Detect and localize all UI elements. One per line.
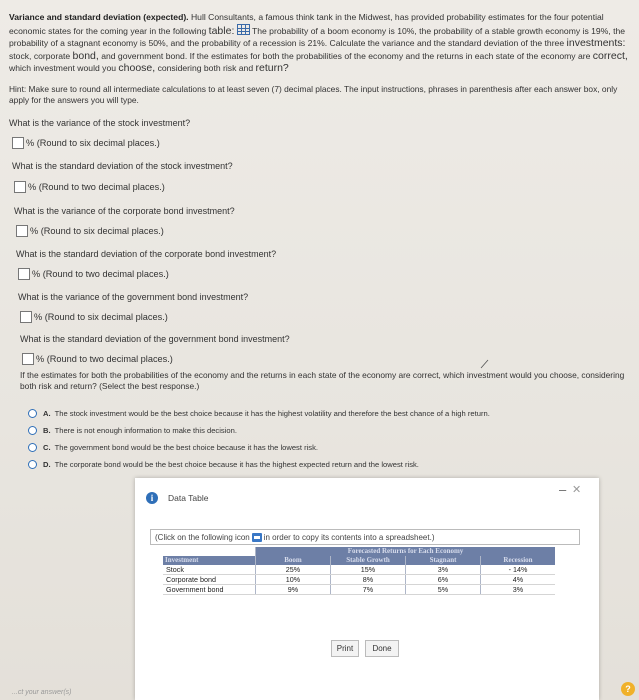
option-letter: D. [43, 460, 51, 469]
answer-input[interactable] [12, 137, 24, 149]
answer-instruction: % (Round to two decimal places.) [32, 269, 169, 279]
checkmark-icon [480, 359, 490, 369]
option-b[interactable] [28, 426, 237, 435]
col-recession: Recession [481, 556, 556, 565]
problem-statement [9, 11, 635, 75]
cell-stagnant: 6% [406, 575, 481, 585]
cell-recession: 4% [481, 575, 556, 585]
answer-instruction: % (Round to six decimal places.) [26, 138, 160, 148]
answer-input[interactable] [18, 268, 30, 280]
col-boom: Boom [256, 556, 331, 565]
option-c[interactable] [28, 443, 318, 452]
answer-input[interactable] [20, 311, 32, 323]
intro-choose-word: choose, [118, 62, 156, 75]
answer-instruction: % (Round to two decimal places.) [36, 354, 173, 364]
help-icon[interactable]: ? [621, 682, 635, 696]
cell-stable: 15% [331, 565, 406, 575]
answer-instruction: % (Round to six decimal places.) [34, 312, 168, 322]
table-row [163, 565, 555, 575]
answer-row [20, 311, 168, 323]
copy-to-spreadsheet-icon[interactable] [252, 533, 262, 542]
question-stock-variance: What is the variance of the stock investment? [9, 118, 191, 128]
table-row [163, 585, 555, 595]
question-corporate-bond-std-dev: What is the standard deviation of the corporate bond investment? [16, 249, 277, 259]
cell-recession: - 14% [481, 565, 556, 575]
answer-instruction: % (Round to two decimal places.) [28, 182, 165, 192]
intro-bond-word: bond, [72, 49, 99, 62]
answer-row [12, 137, 160, 149]
answer-input[interactable] [14, 181, 26, 193]
question-government-bond-std-dev: What is the standard deviation of the government bond investment? [20, 334, 290, 344]
option-text: There is not enough information to make this decision. [54, 426, 237, 435]
option-a[interactable] [28, 409, 490, 418]
dialog-title: Data Table [168, 493, 209, 503]
option-text: The corporate bond would be the best choice because it has the highest expected return and the lowest risk. [54, 460, 419, 469]
intro-text: stock, corporate [9, 50, 71, 61]
done-button[interactable]: Done [365, 640, 399, 657]
radio-icon[interactable] [28, 460, 37, 469]
cell-stable: 8% [331, 575, 406, 585]
answer-row [22, 353, 173, 365]
intro-table-word: table: [208, 24, 235, 37]
close-icon[interactable]: ✕ [572, 484, 582, 496]
returns-table [163, 547, 555, 595]
cell-stable: 7% [331, 585, 406, 595]
intro-investments-word: investments: [566, 37, 626, 50]
copy-text: (Click on the following icon [155, 532, 250, 542]
cell-boom: 9% [256, 585, 331, 595]
answer-row [16, 225, 164, 237]
option-letter: C. [43, 443, 51, 452]
answer-row [18, 268, 169, 280]
intro-text: Hull Consultants, a famous think tank in the Midwest, has provided probability estimates for the four potential economic states for the coming year in the following [9, 12, 604, 36]
col-stable-growth: Stable Growth [331, 556, 406, 565]
question-stock-std-dev: What is the standard deviation of the stock investment? [12, 161, 233, 171]
radio-icon[interactable] [28, 443, 37, 452]
option-letter: B. [43, 426, 51, 435]
option-letter: A. [43, 409, 51, 418]
final-question: If the estimates for both the probabilities of the economy and the returns in each state of the economy are correct, which investment would you choose, considering both risk and return? (Select the best response.) [20, 370, 625, 391]
data-table-dialog [135, 478, 599, 700]
option-text: The government bond would be the best choice because it has the lowest risk. [54, 443, 318, 452]
intro-text: The probability of a boom economy is 10%, the probability of a stable growth economy is 19%, the probability of a stagnant economy is 50%, and the probability of a recession is 21%. Calculate the variance and the standard deviation of the three [9, 25, 626, 49]
intro-correct-word: correct, [592, 49, 628, 62]
minimize-icon[interactable]: – [559, 482, 567, 497]
option-text: The stock investment would be the best choice because it has the highest volatility and therefore the best chance of a high return. [54, 409, 490, 418]
answer-input[interactable] [16, 225, 28, 237]
question-government-bond-variance: What is the variance of the government bond investment? [18, 292, 249, 302]
cell-stagnant: 3% [406, 565, 481, 575]
cell-boom: 10% [256, 575, 331, 585]
intro-text: which investment would you [9, 63, 116, 74]
radio-icon[interactable] [28, 409, 37, 418]
info-icon: i [146, 492, 158, 504]
data-table-icon[interactable] [237, 24, 250, 35]
cell-stagnant: 5% [406, 585, 481, 595]
cell-investment: Government bond [163, 585, 256, 595]
copy-text: in order to copy its contents into a spreadsheet.) [263, 532, 435, 542]
group-header: Forecasted Returns for Each Economy [256, 547, 556, 556]
problem-title: Variance and standard deviation (expected). [9, 12, 189, 22]
intro-text: and government bond. If the estimates for both the probabilities of the economy and the returns in each state of the economy are [101, 50, 591, 61]
option-d[interactable] [28, 460, 419, 469]
col-stagnant: Stagnant [406, 556, 481, 565]
intro-return-word: return? [255, 62, 289, 75]
answer-instruction: % (Round to six decimal places.) [30, 226, 164, 236]
footer-text: ...ct your answer(s) [12, 689, 72, 696]
hint-text: Hint: Make sure to round all intermediate calculations to at least seven (7) decimal places. The input instructions, phrases in parenthesis after each answer box, only apply for the answers you will type. [9, 84, 618, 105]
question-corporate-bond-variance: What is the variance of the corporate bond investment? [14, 206, 235, 216]
cell-investment: Stock [163, 565, 256, 575]
cell-recession: 3% [481, 585, 556, 595]
intro-text: considering both risk and [157, 63, 254, 74]
answer-row [14, 181, 165, 193]
print-button[interactable]: Print [331, 640, 359, 657]
copy-instruction [150, 529, 580, 545]
table-row [163, 575, 555, 585]
cell-investment: Corporate bond [163, 575, 256, 585]
answer-input[interactable] [22, 353, 34, 365]
cell-boom: 25% [256, 565, 331, 575]
radio-icon[interactable] [28, 426, 37, 435]
col-investment: Investment [163, 556, 256, 565]
